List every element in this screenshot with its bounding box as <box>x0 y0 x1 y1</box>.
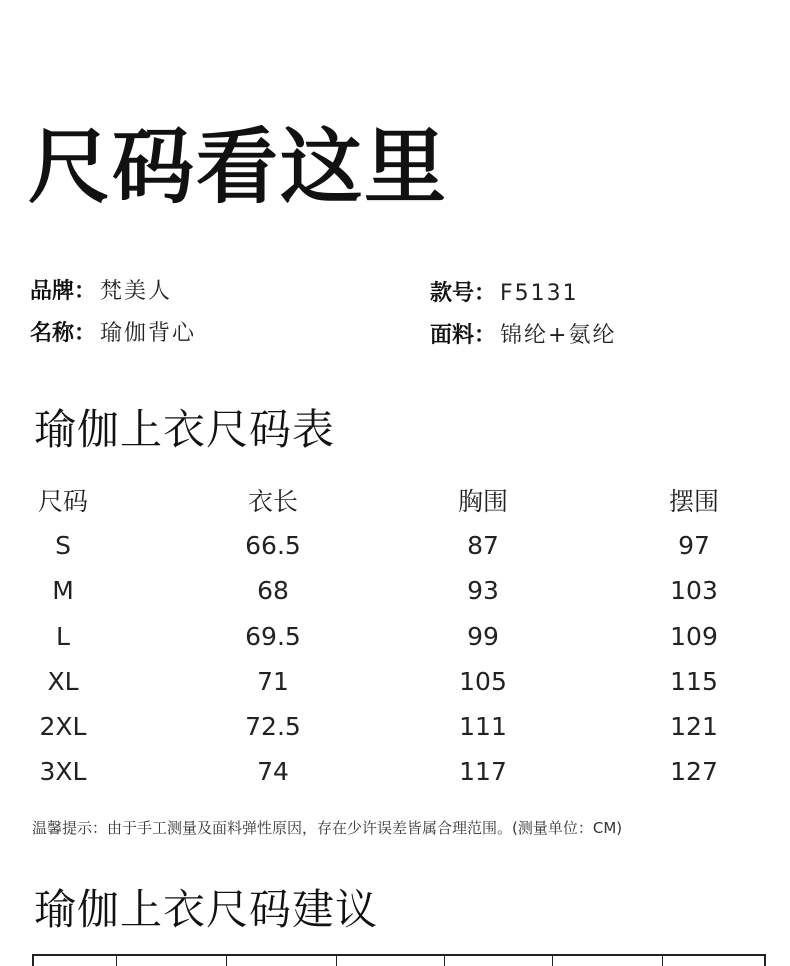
length-cell: 68 <box>257 576 289 605</box>
header-hem: 摆围 <box>668 487 719 516</box>
size-cell: S <box>55 531 71 560</box>
size-recommendation-table <box>32 954 766 966</box>
style-number-info <box>430 280 579 308</box>
table-column-divider <box>662 956 663 966</box>
size-chart-header-row <box>0 482 790 522</box>
table-row <box>0 707 790 747</box>
style-number-value: F5131 <box>500 281 579 306</box>
fabric-label: 面料： <box>430 323 497 348</box>
page-title: 尺码看这里 <box>28 120 449 215</box>
bust-cell: 117 <box>459 757 507 786</box>
length-cell: 72.5 <box>245 712 301 741</box>
product-name-value: 瑜伽背心 <box>100 321 197 346</box>
brand-value: 梵美人 <box>100 279 173 304</box>
table-column-divider <box>552 956 553 966</box>
header-bust: 胸围 <box>457 487 508 516</box>
table-row <box>0 752 790 792</box>
table-column-divider <box>116 956 117 966</box>
size-recommendation-title: 瑜伽上衣尺码建议 <box>34 885 379 934</box>
size-cell: 3XL <box>39 757 87 786</box>
style-number-label: 款号： <box>430 281 497 306</box>
bust-cell: 99 <box>467 622 499 651</box>
bust-cell: 87 <box>467 531 499 560</box>
length-cell: 74 <box>257 757 289 786</box>
hem-cell: 115 <box>670 667 718 696</box>
size-cell: XL <box>47 667 79 696</box>
hem-cell: 127 <box>670 757 718 786</box>
bust-cell: 111 <box>459 712 507 741</box>
size-cell: 2XL <box>39 712 87 741</box>
bust-cell: 105 <box>459 667 507 696</box>
hem-cell: 97 <box>678 531 710 560</box>
size-chart-title: 瑜伽上衣尺码表 <box>34 405 336 454</box>
table-row <box>0 571 790 611</box>
table-row <box>0 526 790 566</box>
length-cell: 71 <box>257 667 289 696</box>
fabric-value: 锦纶+氨纶 <box>500 323 617 348</box>
hem-cell: 121 <box>670 712 718 741</box>
size-cell: M <box>52 576 74 605</box>
length-cell: 69.5 <box>245 622 301 651</box>
header-length: 衣长 <box>247 487 298 516</box>
table-column-divider <box>444 956 445 966</box>
table-column-divider <box>226 956 227 966</box>
header-size: 尺码 <box>37 487 88 516</box>
size-cell: L <box>56 622 70 651</box>
table-row <box>0 617 790 657</box>
fabric-info <box>430 322 616 350</box>
brand-label: 品牌： <box>30 279 97 304</box>
table-row <box>0 662 790 702</box>
length-cell: 66.5 <box>245 531 301 560</box>
hem-cell: 103 <box>670 576 718 605</box>
bust-cell: 93 <box>467 576 499 605</box>
table-column-divider <box>336 956 337 966</box>
measurement-note: 温馨提示：由于手工测量及面料弹性原因，存在少许误差皆属合理范围。(测量单位：CM) <box>32 819 623 837</box>
brand-info <box>30 278 172 306</box>
product-name-info <box>30 320 196 348</box>
product-name-label: 名称： <box>30 321 97 346</box>
hem-cell: 109 <box>670 622 718 651</box>
